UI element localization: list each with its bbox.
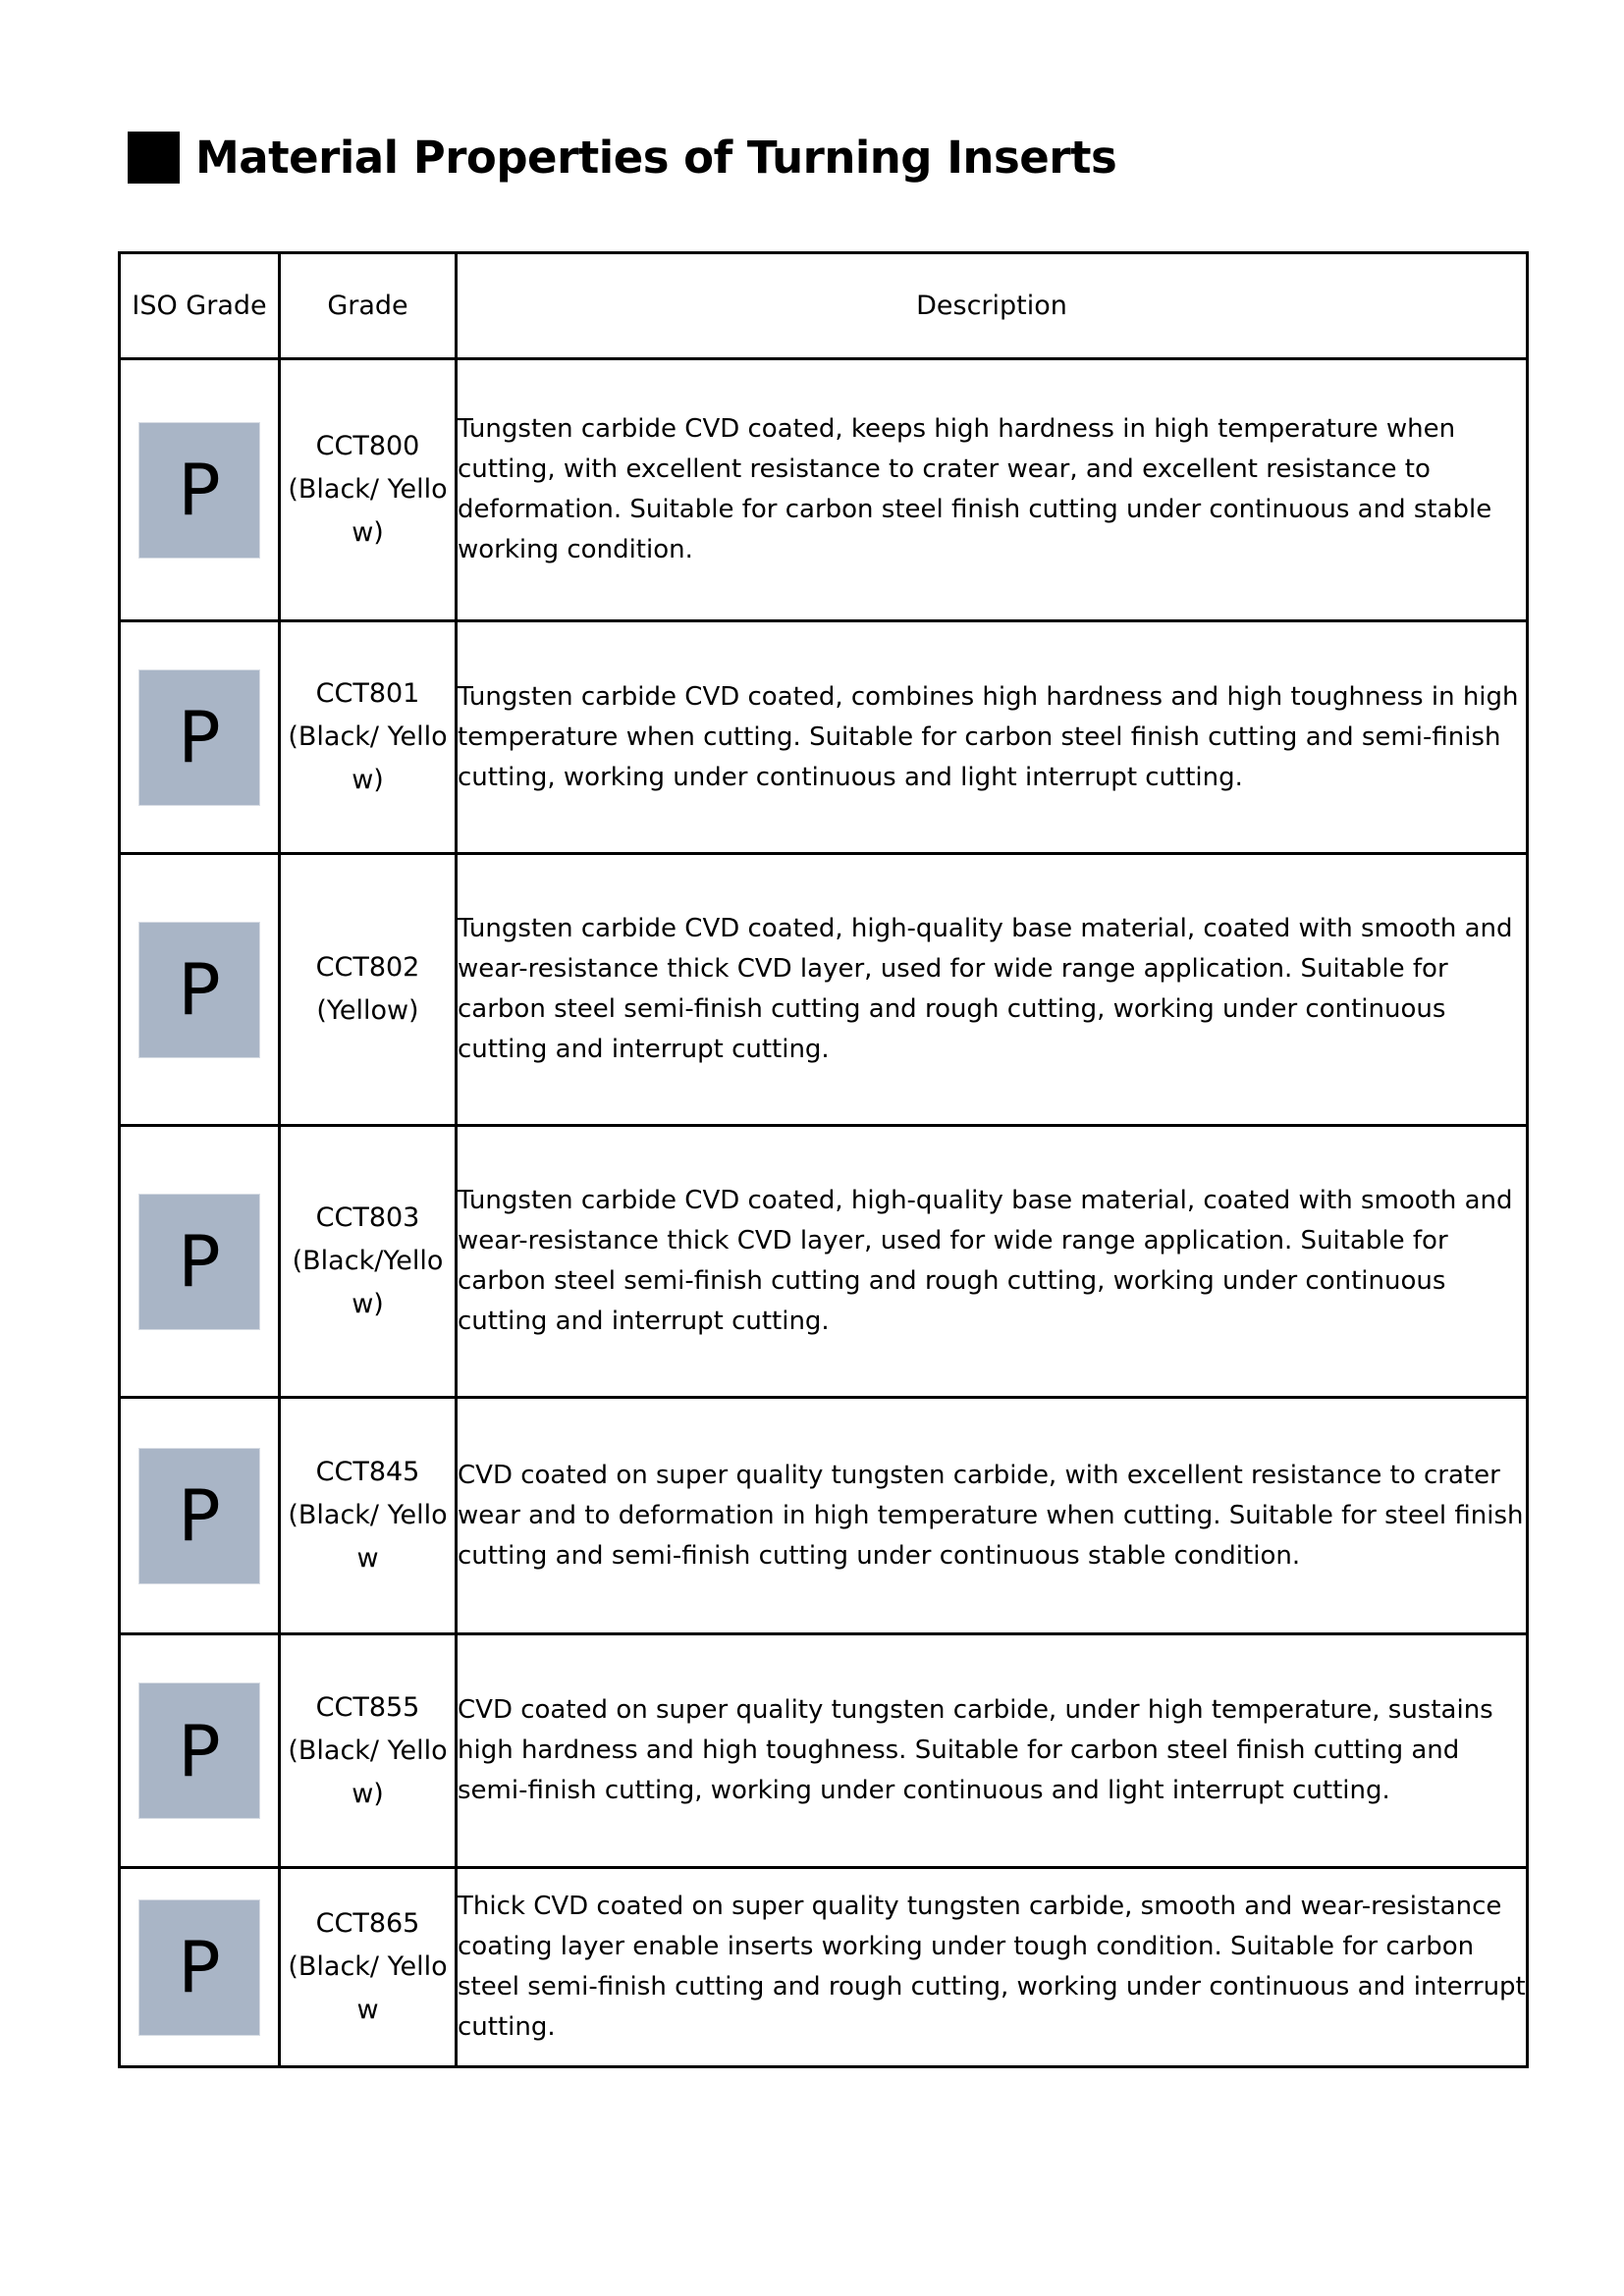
header-grade: Grade [280,253,457,359]
grade-code: CCT800 [315,431,420,461]
table-row [120,359,1528,621]
table-header-row [120,253,1528,359]
iso-grade-cell [120,1398,280,1634]
table-row [120,1634,1528,1868]
title-square-icon [128,132,180,184]
iso-grade-badge: P [138,1194,260,1330]
description-cell: CVD coated on super quality tungsten carbide, under high temperature, sustains high hardness and high toughness. Suitable for carbon steel finish cutting and semi-finish cutting, working under continuous and light interrupt cutting. [457,1634,1528,1868]
grade-code: CCT865 [315,1908,420,1939]
table-row [120,854,1528,1126]
iso-grade-badge: P [138,922,260,1058]
description-cell: Tungsten carbide CVD coated, high-quality base material, coated with smooth and wear-resistance thick CVD layer, used for wide range application. Suitable for carbon steel semi-finish cutting and rough cutting, working under continuous cutting and interrupt cutting. [457,854,1528,1126]
description-cell: Tungsten carbide CVD coated, keeps high hardness in high temperature when cutting, with excellent resistance to crater wear, and excellent resistance to deformation. Suitable for carbon steel finish cutting under continuous and stable working condition. [457,359,1528,621]
grade-cell [280,1868,457,2067]
page-title [128,128,1116,187]
grade-code: CCT845 [315,1457,420,1487]
grade-cell [280,359,457,621]
description-cell: Tungsten carbide CVD coated, high-quality base material, coated with smooth and wear-resistance thick CVD layer, used for wide range application. Suitable for carbon steel semi-finish cutting and rough cutting, working under continuous cutting and interrupt cutting. [457,1126,1528,1398]
iso-grade-cell [120,1868,280,2067]
table-row [120,1868,1528,2067]
grade-color: (Black/ Yellow) [288,1735,448,1809]
grade-cell [280,1634,457,1868]
grades-table [118,251,1529,2068]
iso-grade-cell [120,1126,280,1398]
iso-grade-badge: P [138,669,260,806]
iso-grade-cell [120,854,280,1126]
grade-cell [280,1126,457,1398]
grade-color: (Black/ Yellow) [288,721,448,795]
table-row [120,1398,1528,1634]
iso-grade-badge: P [138,1899,260,2036]
iso-grade-cell [120,621,280,854]
grade-cell [280,1398,457,1634]
grade-code: CCT855 [315,1691,420,1723]
iso-grade-cell [120,359,280,621]
iso-grade-cell [120,1634,280,1868]
grade-color: (Black/ Yellow) [288,474,448,548]
grade-cell [280,854,457,1126]
grade-color: (Black/ Yellow [288,1951,448,2025]
grade-color: (Black/Yellow) [292,1246,444,1319]
table-row [120,1126,1528,1398]
grade-code: CCT801 [315,678,420,709]
description-cell: Thick CVD coated on super quality tungsten carbide, smooth and wear-resistance coating layer enable inserts working under tough condition. Suitable for carbon steel semi-finish cutting and rough cutting, working under continuous and interrupt cutting. [457,1868,1528,2067]
iso-grade-badge: P [138,1448,260,1584]
page-title-text: Material Properties of Turning Inserts [195,131,1117,184]
grade-code: CCT803 [315,1202,420,1233]
grade-cell [280,621,457,854]
header-iso-grade: ISO Grade [120,253,280,359]
grade-code: CCT802 [315,952,420,983]
header-description: Description [457,253,1528,359]
table-row [120,621,1528,854]
iso-grade-badge: P [138,1682,260,1819]
description-cell: CVD coated on super quality tungsten carbide, with excellent resistance to crater wear and to deformation in high temperature when cutting. Suitable for steel finish cutting and semi-finish cutting under continuous stable condition. [457,1398,1528,1634]
grade-color: (Black/ Yellow [288,1500,448,1574]
description-cell: Tungsten carbide CVD coated, combines high hardness and high toughness in high temperature when cutting. Suitable for carbon steel finish cutting and semi-finish cutting, working under continuous and light interrupt cutting. [457,621,1528,854]
grade-color: (Yellow) [316,995,419,1026]
iso-grade-badge: P [138,422,260,559]
